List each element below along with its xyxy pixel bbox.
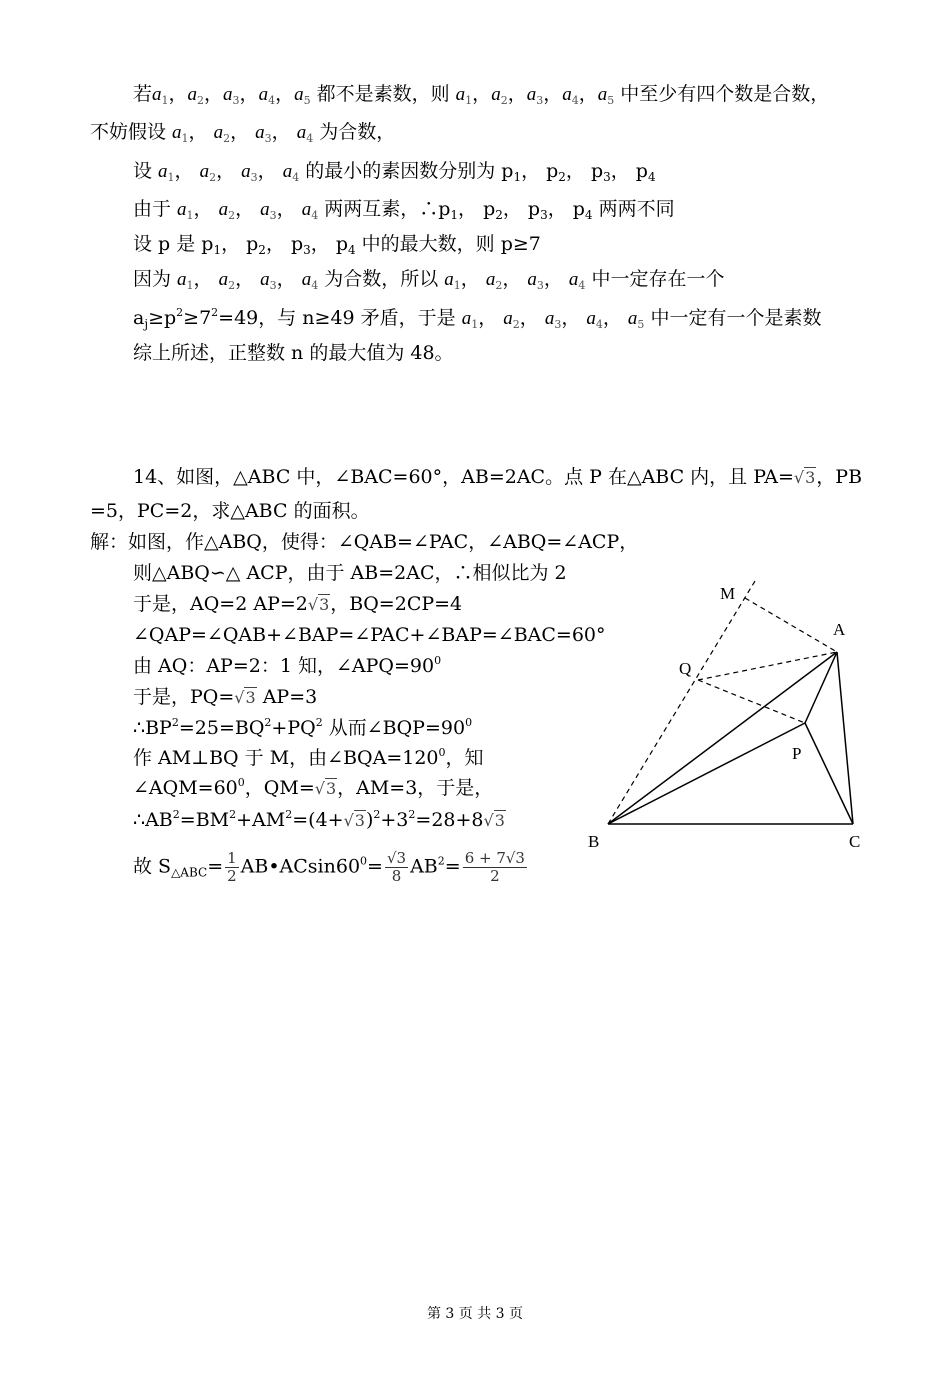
proof-line-5: 设 p 是 $p_1$， $p_2$， $p_3$， $p_4$ 中的最大数，则 p≥7 xyxy=(133,233,541,257)
question-14-line-1: 14、如图，△ABC 中，∠BAC=60°，AB=2AC。点 P 在△ABC 内，且 PA=√3，PB xyxy=(133,466,863,488)
question-14-line-2: =5，PC=2，求△ABC 的面积。 xyxy=(90,500,370,522)
label-A: A xyxy=(833,620,846,639)
solution-line-1: 解：如图，作△ABQ，使得：∠QAB=∠PAC，∠ABQ=∠ACP， xyxy=(90,531,639,553)
proof-line-1: 若$a_1$，$a_2$，$a_3$，$a_4$，$a_5$ 都不是素数，则 $a_1$，$a_2$，$a_3$，$a_4$，$a_5$ 中至少有四个数是合数， xyxy=(133,83,830,107)
proof-line-3: 设 $a_1$， $a_2$， $a_3$， $a_4$ 的最小的素因数分别为 $p_1$， $p_2$， $p_3$， $p_4$ xyxy=(133,160,656,184)
proof-line-2: 不妨假设 $a_1$， $a_2$， $a_3$， $a_4$ 为合数， xyxy=(90,121,396,145)
solution-line-2: 则△ABQ∽△ ACP，由于 AB=2AC，∴相似比为 2 xyxy=(133,562,567,584)
dashed-MA xyxy=(745,598,837,652)
solution-line-8: 作 AM⊥BQ 于 M，由$\angle BQA=120^0$，知 xyxy=(133,746,484,769)
label-M: M xyxy=(720,584,736,603)
solution-line-4: ∠QAP=∠QAB+∠BAP=∠PAC+∠BAP=∠BAC=60° xyxy=(133,624,606,646)
solution-line-5: 由 AQ：AP=2：1 知，$\angle APQ=90^0$ xyxy=(133,654,442,677)
solution-line-3: 于是，AQ=2 AP=2√3，BQ=2CP=4 xyxy=(133,593,463,615)
solution-line-11: 故 $S_{\triangle ABC}=$ $\frac{1}{2}$ $AB•ACsin60^0=$ $\frac{√3}{8}$ $AB^2=$ $\frac{6 + 7√3}{2}$ xyxy=(133,849,525,885)
segment-PA xyxy=(805,652,837,723)
segment-PC xyxy=(805,723,853,824)
page-footer: 第 3 页 共 3 页 xyxy=(426,1306,524,1322)
segment-AC xyxy=(837,652,853,824)
solution-line-6: 于是，PQ=√3 AP=3 xyxy=(133,686,318,708)
label-B: B xyxy=(588,832,600,851)
label-Q: Q xyxy=(679,659,692,678)
segment-PB xyxy=(608,723,805,824)
solution-line-7: $\therefore BP^2=25=BQ^2+PQ^2$ 从而$\angle BQP=90^0$ xyxy=(133,716,473,739)
label-P: P xyxy=(792,744,802,763)
proof-line-6: 因为 $a_1$， $a_2$， $a_3$， $a_4$ 为合数，所以 $a_1$， $a_2$， $a_3$， $a_4$ 中一定存在一个 xyxy=(133,268,725,292)
proof-line-7: $a_j\ge p^2\ge 7^2=49$，与 n≥49 矛盾，于是 $a_1$， $a_2$， $a_3$， $a_4$， $a_5$ 中一定有一个是素数 xyxy=(133,306,822,331)
solution-line-10: $\therefore AB^2=BM^2+AM^2=(4+√3)^2+3^2=28+8√3$ xyxy=(133,808,505,831)
dashed-QA xyxy=(698,652,837,680)
dashed-BM xyxy=(608,581,755,824)
label-C: C xyxy=(849,832,861,851)
proof-line-4: 由于 $a_1$， $a_2$， $a_3$， $a_4$ 两两互素，$\therefore p_1$， $p_2$， $p_3$， $p_4$ 两两不同 xyxy=(133,198,675,222)
proof-line-8: 综上所述，正整数 n 的最大值为 48。 xyxy=(133,342,454,364)
segment-BA xyxy=(608,652,837,824)
solution-line-9: $\angle AQM=60^0$，QM=√3，AM=3，于是， xyxy=(133,776,494,799)
